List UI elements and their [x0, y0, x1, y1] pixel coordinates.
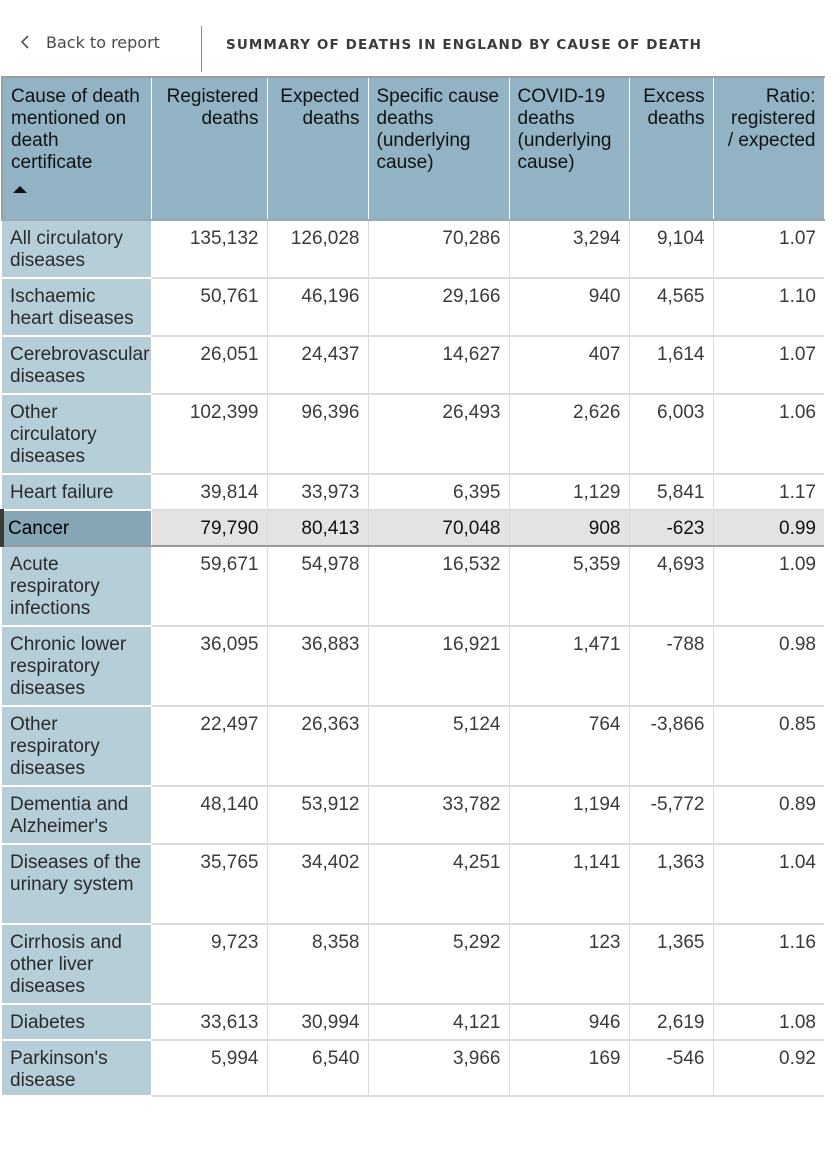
top-bar	[0, 0, 840, 76]
cell-ratio: 0.89	[713, 786, 824, 844]
column-header-cause[interactable]	[2, 77, 151, 220]
cell-specific: 5,292	[368, 924, 509, 1004]
cell-ratio: 1.17	[713, 474, 824, 510]
row-cause: Diseases of the urinary system	[2, 844, 151, 924]
row-cause: Other respiratory diseases	[2, 706, 151, 786]
cell-specific: 29,166	[368, 278, 509, 336]
cell-specific: 4,121	[368, 1004, 509, 1040]
cell-covid: 908	[509, 510, 629, 546]
cell-expected: 8,358	[267, 924, 368, 1004]
row-cause: Heart failure	[2, 474, 151, 510]
table-row[interactable]	[2, 220, 824, 278]
table-row-selected[interactable]	[2, 510, 824, 546]
cell-registered: 39,814	[151, 474, 267, 510]
cell-specific: 4,251	[368, 844, 509, 924]
table-row[interactable]	[2, 336, 824, 394]
cell-ratio: 1.10	[713, 278, 824, 336]
cell-specific: 3,966	[368, 1040, 509, 1096]
header-divider	[201, 26, 202, 72]
cell-covid: 946	[509, 1004, 629, 1040]
cell-ratio: 1.09	[713, 546, 824, 626]
cell-excess: -623	[629, 510, 713, 546]
cell-ratio: 0.85	[713, 706, 824, 786]
cell-ratio: 1.06	[713, 394, 824, 474]
cell-specific: 70,286	[368, 220, 509, 278]
cell-excess: 1,363	[629, 844, 713, 924]
cell-registered: 22,497	[151, 706, 267, 786]
cell-covid: 169	[509, 1040, 629, 1096]
table-row[interactable]	[2, 1040, 824, 1096]
cell-specific: 26,493	[368, 394, 509, 474]
row-cause: Cirrhosis and other liver diseases	[2, 924, 151, 1004]
cell-ratio: 0.92	[713, 1040, 824, 1096]
column-header-label: Cause of death mentioned on death certificate	[11, 86, 140, 173]
cell-specific: 16,532	[368, 546, 509, 626]
chevron-left-icon	[18, 32, 32, 52]
table-row[interactable]	[2, 546, 824, 626]
cell-excess: 4,565	[629, 278, 713, 336]
cell-specific: 16,921	[368, 626, 509, 706]
cell-excess: 4,693	[629, 546, 713, 626]
back-label: Back to report	[46, 32, 160, 52]
row-cause: All circulatory diseases	[2, 220, 151, 278]
sort-ascending-icon[interactable]	[11, 178, 29, 188]
column-header-ratio[interactable]: Ratio: registered / expected	[713, 77, 824, 220]
back-to-report-button[interactable]	[18, 32, 160, 52]
cell-expected: 30,994	[267, 1004, 368, 1040]
cell-registered: 33,613	[151, 1004, 267, 1040]
cell-excess: 2,619	[629, 1004, 713, 1040]
row-cause: Dementia and Alzheimer's	[2, 786, 151, 844]
row-cause: Parkinson's disease	[2, 1040, 151, 1096]
table-row[interactable]	[2, 924, 824, 1004]
table-row[interactable]	[2, 786, 824, 844]
cell-specific: 70,048	[368, 510, 509, 546]
cell-expected: 6,540	[267, 1040, 368, 1096]
cell-registered: 35,765	[151, 844, 267, 924]
column-header-excess[interactable]: Excess deaths	[629, 77, 713, 220]
cell-registered: 135,132	[151, 220, 267, 278]
page-title: SUMMARY OF DEATHS IN ENGLAND BY CAUSE OF DEATH	[226, 37, 703, 53]
cell-expected: 26,363	[267, 706, 368, 786]
row-cause: Cancer	[2, 510, 151, 546]
cell-expected: 34,402	[267, 844, 368, 924]
column-header-registered[interactable]: Registered deaths	[151, 77, 267, 220]
row-cause: Acute respiratory infections	[2, 546, 151, 626]
cell-covid: 5,359	[509, 546, 629, 626]
cell-covid: 764	[509, 706, 629, 786]
column-header-specific[interactable]: Specific cause deaths (underlying cause)	[368, 77, 509, 220]
cell-excess: 1,365	[629, 924, 713, 1004]
cell-excess: -546	[629, 1040, 713, 1096]
cell-excess: 6,003	[629, 394, 713, 474]
table-row[interactable]	[2, 1004, 824, 1040]
cell-excess: -788	[629, 626, 713, 706]
cell-excess: 5,841	[629, 474, 713, 510]
table-row[interactable]	[2, 626, 824, 706]
cell-expected: 80,413	[267, 510, 368, 546]
cell-specific: 5,124	[368, 706, 509, 786]
table-row[interactable]	[2, 474, 824, 510]
column-header-expected[interactable]: Expected deaths	[267, 77, 368, 220]
cell-covid: 940	[509, 278, 629, 336]
cell-expected: 126,028	[267, 220, 368, 278]
cell-ratio: 0.99	[713, 510, 824, 546]
cell-covid: 3,294	[509, 220, 629, 278]
table-row[interactable]	[2, 394, 824, 474]
cell-expected: 46,196	[267, 278, 368, 336]
row-cause: Chronic lower respiratory diseases	[2, 626, 151, 706]
cell-ratio: 1.08	[713, 1004, 824, 1040]
table-row[interactable]	[2, 706, 824, 786]
row-cause: Cerebrovascular diseases	[2, 336, 151, 394]
cell-ratio: 0.98	[713, 626, 824, 706]
cell-registered: 26,051	[151, 336, 267, 394]
cell-registered: 50,761	[151, 278, 267, 336]
row-cause: Other circulatory diseases	[2, 394, 151, 474]
cell-specific: 33,782	[368, 786, 509, 844]
cell-expected: 96,396	[267, 394, 368, 474]
cell-registered: 36,095	[151, 626, 267, 706]
cell-specific: 6,395	[368, 474, 509, 510]
row-cause: Diabetes	[2, 1004, 151, 1040]
cell-covid: 123	[509, 924, 629, 1004]
cell-expected: 33,973	[267, 474, 368, 510]
row-cause: Ischaemic heart diseases	[2, 278, 151, 336]
cell-expected: 36,883	[267, 626, 368, 706]
cell-expected: 54,978	[267, 546, 368, 626]
table-header-row	[2, 77, 824, 220]
cell-registered: 59,671	[151, 546, 267, 626]
cell-registered: 102,399	[151, 394, 267, 474]
table-row[interactable]	[2, 844, 824, 924]
cell-ratio: 1.07	[713, 220, 824, 278]
deaths-table	[0, 76, 825, 1097]
cell-ratio: 1.04	[713, 844, 824, 924]
cell-excess: -5,772	[629, 786, 713, 844]
cell-ratio: 1.16	[713, 924, 824, 1004]
cell-registered: 9,723	[151, 924, 267, 1004]
cell-covid: 2,626	[509, 394, 629, 474]
column-header-covid[interactable]: COVID-19 deaths (underlying cause)	[509, 77, 629, 220]
cell-covid: 1,141	[509, 844, 629, 924]
cell-covid: 1,471	[509, 626, 629, 706]
cell-excess: 1,614	[629, 336, 713, 394]
cell-expected: 24,437	[267, 336, 368, 394]
cell-expected: 53,912	[267, 786, 368, 844]
cell-registered: 79,790	[151, 510, 267, 546]
cell-covid: 1,194	[509, 786, 629, 844]
table-row[interactable]	[2, 278, 824, 336]
cell-excess: 9,104	[629, 220, 713, 278]
cell-registered: 5,994	[151, 1040, 267, 1096]
cell-covid: 1,129	[509, 474, 629, 510]
cell-registered: 48,140	[151, 786, 267, 844]
cell-excess: -3,866	[629, 706, 713, 786]
cell-ratio: 1.07	[713, 336, 824, 394]
cell-specific: 14,627	[368, 336, 509, 394]
cell-covid: 407	[509, 336, 629, 394]
